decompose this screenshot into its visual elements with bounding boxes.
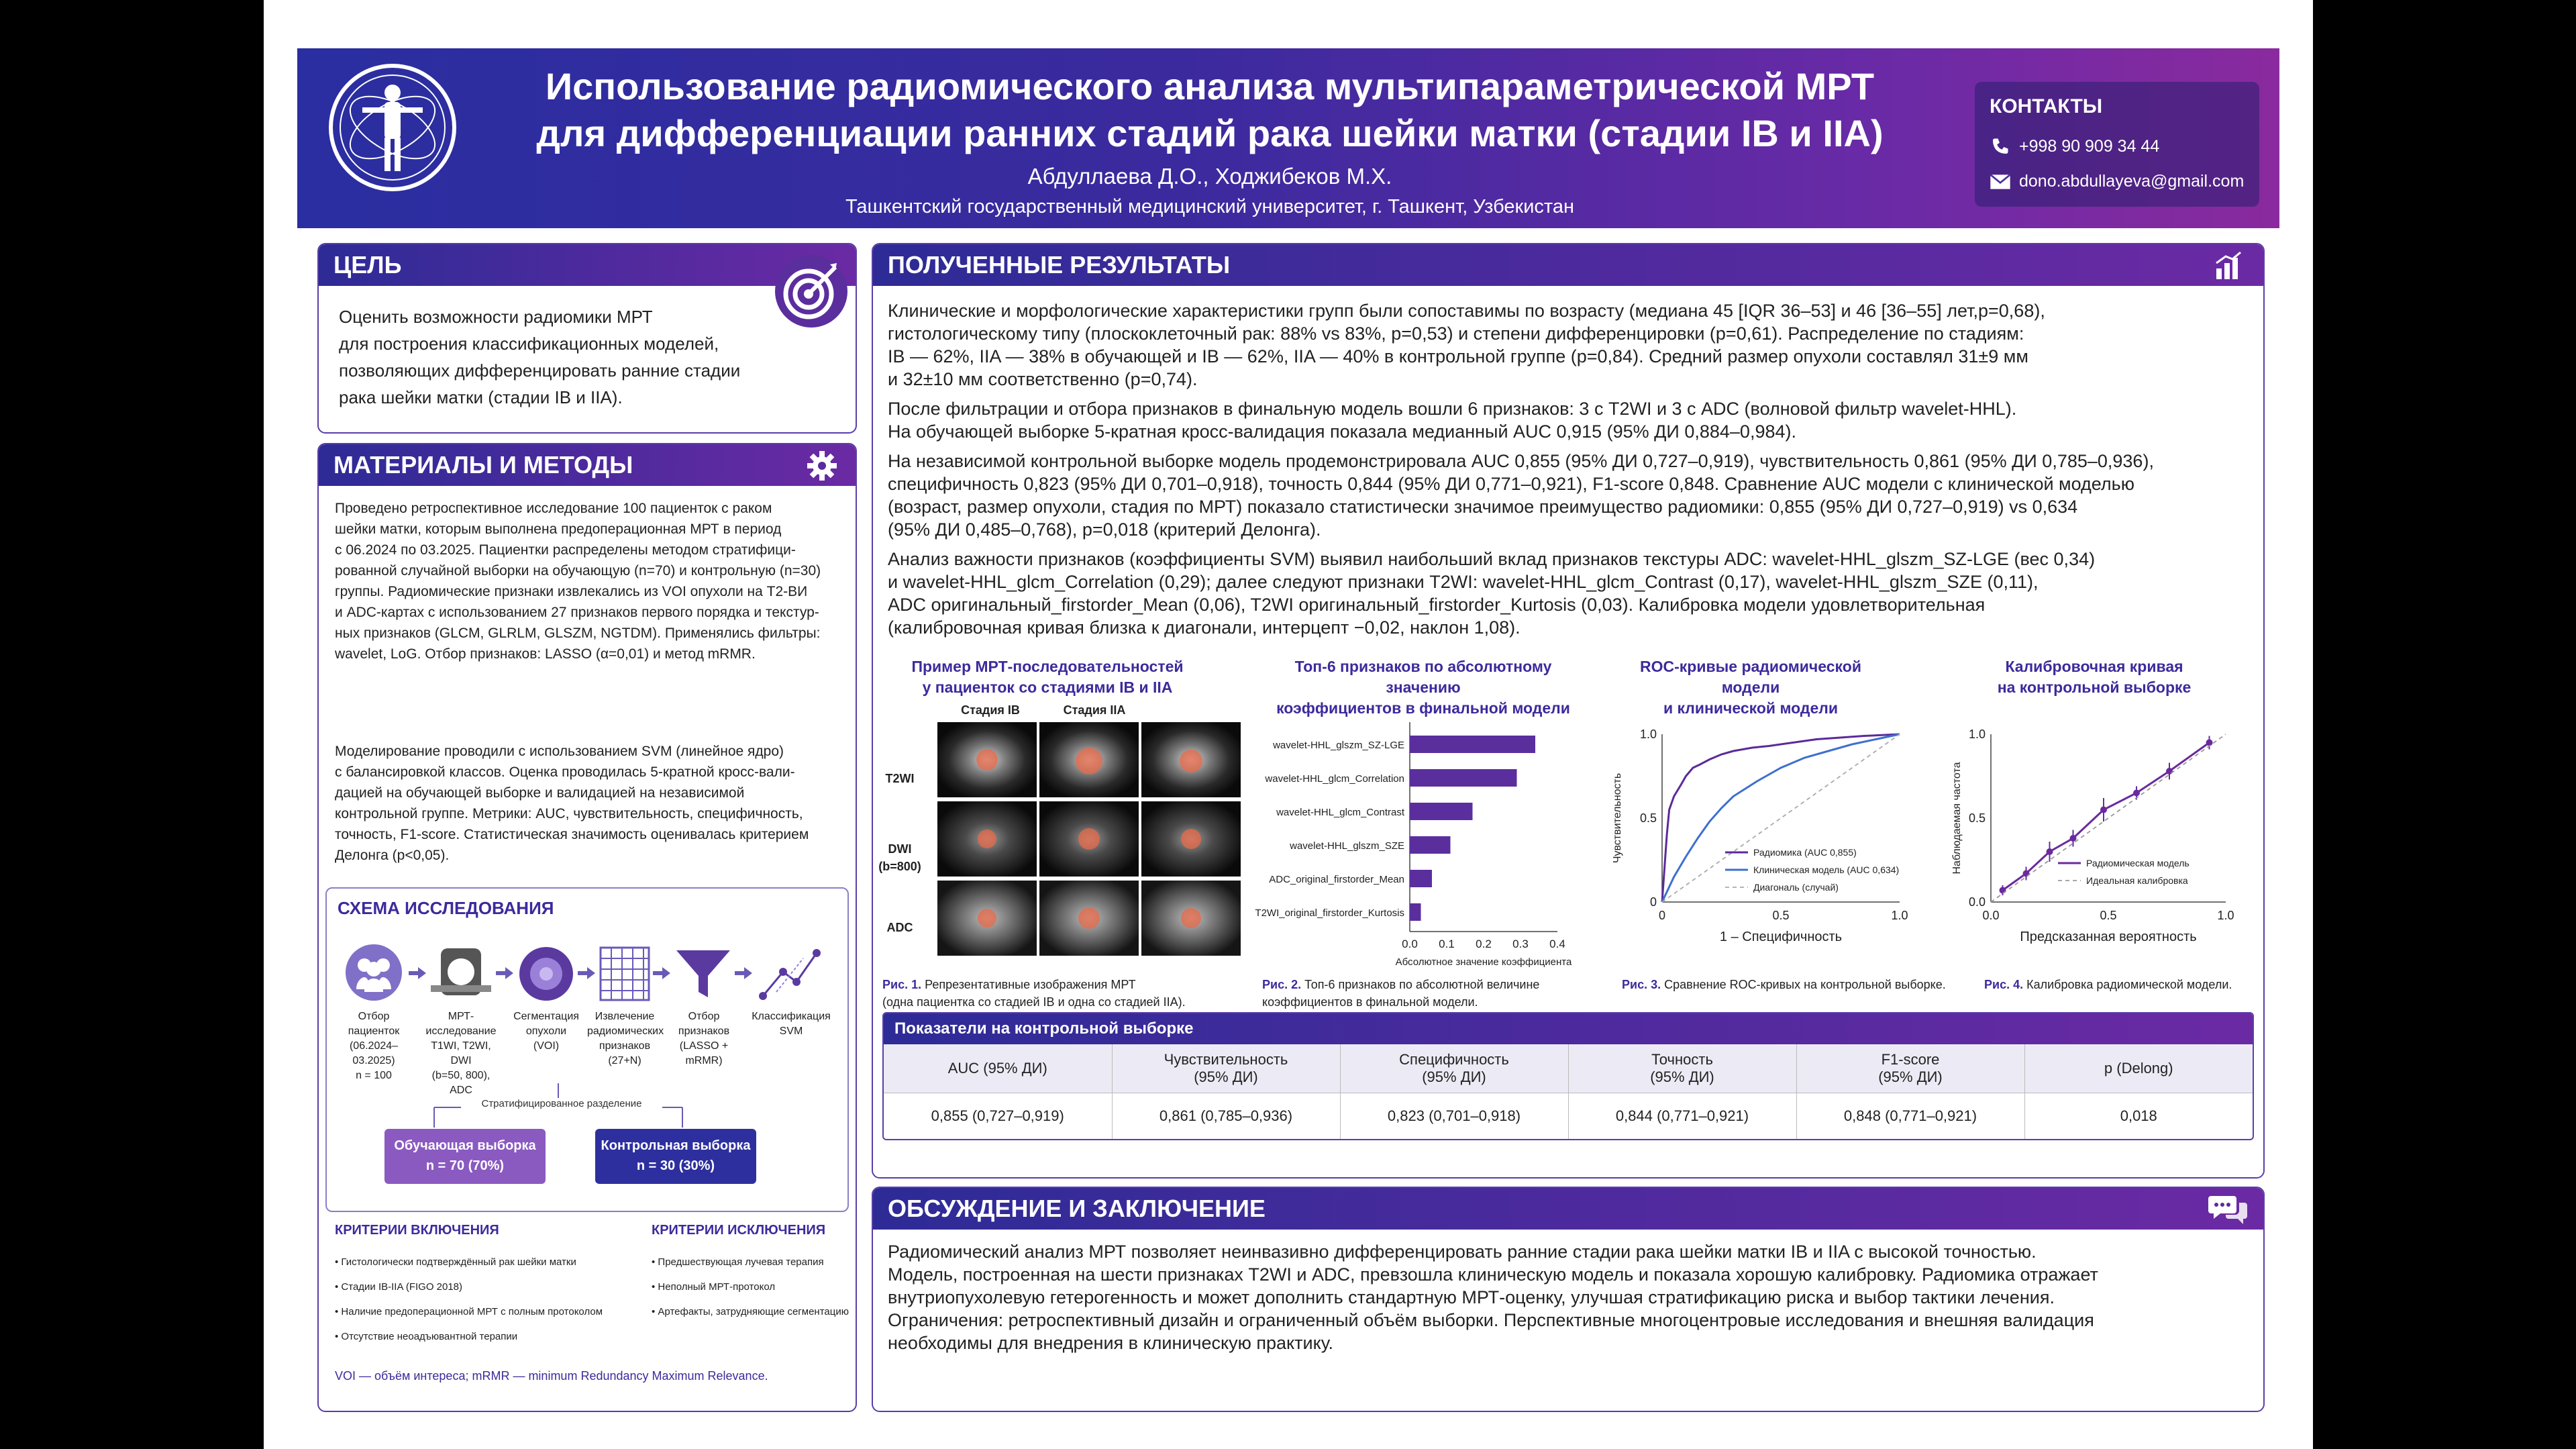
text-line: точность, F1-score. Статистическая значимость оценивалась критерием bbox=[335, 827, 809, 842]
data-point bbox=[2100, 807, 2107, 813]
step-line: n = 100 bbox=[356, 1070, 392, 1081]
row-line: DWI bbox=[888, 842, 912, 856]
train-count: n = 70 (70%) bbox=[425, 1158, 505, 1173]
x-tick-label: 0 bbox=[1658, 909, 1666, 922]
train-box bbox=[384, 1129, 546, 1184]
fig-title-line: Топ-6 признаков по абсолютному значению bbox=[1294, 658, 1552, 696]
control-count: n = 30 (30%) bbox=[636, 1158, 715, 1173]
step-line: радиомических bbox=[587, 1026, 664, 1037]
title-line-2: для дифференциации ранних стадий рака шейки матки (стадии IB и IIA) bbox=[536, 112, 1884, 154]
text-line: На независимой контрольной выборке модель продемонстрировала AUC 0,855 (95% ДИ 0,727–0,919), чувствительность 0,861 (95% ДИ 0,785–0,936), bbox=[888, 451, 2154, 471]
data-point bbox=[2133, 790, 2140, 797]
table-cell: 0,861 (0,785–0,936) bbox=[1112, 1093, 1340, 1140]
fig-title-line: и клинической модели bbox=[1663, 699, 1839, 717]
bar bbox=[1410, 769, 1517, 787]
fig1-row-adc: ADC bbox=[886, 921, 913, 934]
scheme-title: СХЕМА ИССЛЕДОВАНИЯ bbox=[338, 898, 554, 918]
table-row bbox=[884, 1093, 2253, 1140]
step-line: T1WI, T2WI, DWI bbox=[431, 1040, 491, 1066]
item-text: Стадии IB-IIA (FIGO 2018) bbox=[341, 1281, 463, 1293]
discussion-header: ОБСУЖДЕНИЕ И ЗАКЛЮЧЕНИЕ bbox=[873, 1188, 2263, 1230]
header-line: (95% ДИ) bbox=[1422, 1068, 1486, 1085]
fig-title-line: ROC-кривые радиомической модели bbox=[1640, 658, 1861, 696]
classification-icon bbox=[756, 945, 823, 1003]
x-tick-label: 1.0 bbox=[2217, 909, 2234, 922]
discussion-card bbox=[872, 1187, 2265, 1412]
y-tick-label: 0.0 bbox=[1968, 895, 1986, 909]
aim-header: ЦЕЛЬ bbox=[319, 244, 856, 286]
text-line: контрольной группе. Метрики: AUC, чувствительность, специфичность, bbox=[335, 806, 803, 821]
item-text: Неполный МРТ-протокол bbox=[658, 1281, 776, 1293]
bar-category-label: T2WI_original_firstorder_Kurtosis bbox=[1255, 907, 1404, 919]
grid-icon bbox=[598, 945, 652, 1003]
methods-card bbox=[317, 443, 857, 1412]
x-tick-label: 0.0 bbox=[1982, 909, 2000, 922]
phone-icon bbox=[1990, 137, 2010, 157]
step-line: (b=50, 800), ADC bbox=[431, 1070, 491, 1096]
text-line: После фильтрации и отбора признаков в финальную модель вошли 6 признаков: 3 с T2WI и 3 с ADC (волновой фильтр wavelet-HHL). bbox=[888, 399, 2017, 419]
table-header-row bbox=[884, 1044, 2253, 1093]
step-line: Отбор признаков bbox=[678, 1011, 730, 1037]
header-line: (95% ДИ) bbox=[1194, 1068, 1258, 1085]
text-line: и 32±10 мм соответственно (p=0,74). bbox=[888, 369, 1198, 389]
bar bbox=[1410, 870, 1432, 887]
footnote: VOI — объём интереса; mRMR — minimum Redundancy Maximum Relevance. bbox=[335, 1369, 768, 1383]
fig1-row-dwi bbox=[878, 840, 921, 875]
results-header: ПОЛУЧЕННЫЕ РЕЗУЛЬТАТЫ bbox=[873, 244, 2263, 286]
inclusion-title: КРИТЕРИИ ВКЛЮЧЕНИЯ bbox=[335, 1223, 499, 1238]
header-line: F1-score bbox=[1881, 1051, 1940, 1068]
fig3-title bbox=[1610, 656, 1892, 719]
caption-line: коэффициентов в финальной модели. bbox=[1262, 995, 1478, 1009]
arrow-icon bbox=[409, 966, 426, 981]
fig1-row-t2wi: T2WI bbox=[885, 772, 915, 785]
exclusion-list bbox=[652, 1250, 853, 1324]
text-line: IB — 62%, IIA — 38% в обучающей и IB — 62%, IIA — 40% в контрольной группе (p=0,84). Средний размер опухоли составлял 31±9 мм bbox=[888, 346, 2028, 366]
text-line: внутриопухолевую гетерогенность и может дополнить стандартную МРТ-оценку, улучшая стратификацию риска и выбор тактики лечения. bbox=[888, 1287, 2055, 1307]
text-line: wavelet, LoG. Отбор признаков: LASSO (α=0,01) и метод mRMR. bbox=[335, 646, 756, 662]
text-line: (возраст, размер опухоли, стадия по МРТ) показало статистически значимое преимущество радиомики: 0,855 (95% ДИ 0,727–0,919) vs 0,634 bbox=[888, 497, 2078, 517]
list-item: • Наличие предоперационной МРТ с полным протоколом bbox=[335, 1306, 603, 1317]
fig-title-line: на контрольной выборке bbox=[1997, 679, 2192, 696]
x-tick-label: 0.1 bbox=[1439, 938, 1455, 950]
header-line: (95% ДИ) bbox=[1878, 1068, 1943, 1085]
step-line: (VOI) bbox=[533, 1040, 560, 1052]
control-title: Контрольная выборка bbox=[601, 1138, 751, 1153]
y-tick-label: 0.5 bbox=[1639, 811, 1657, 825]
legend-label: Клиническая модель (AUC 0,634) bbox=[1753, 864, 1900, 875]
mri-image-grid bbox=[937, 722, 1243, 964]
text-line: ных признаков (GLCM, GLRLM, GLSZM, NGTDM). Применялись фильтры: bbox=[335, 626, 821, 641]
y-tick-label: 1.0 bbox=[1968, 728, 1986, 741]
step-line: (06.2024–03.2025) bbox=[349, 1040, 399, 1066]
feature-importance-chart bbox=[1249, 714, 1598, 969]
step-line: SVM bbox=[779, 1026, 803, 1037]
email-icon bbox=[1990, 173, 2011, 191]
page bbox=[264, 0, 2313, 1449]
arrow-icon bbox=[653, 966, 670, 981]
text-line: и ADC-картах с использованием 27 признаков первого порядка и текстур- bbox=[335, 605, 819, 620]
caption-label: Рис. 2. bbox=[1262, 978, 1302, 991]
metrics-table-grid bbox=[884, 1044, 2253, 1139]
caption-line bbox=[1984, 976, 2253, 993]
y-tick-label: 0 bbox=[1649, 895, 1657, 909]
poster bbox=[297, 48, 2279, 1397]
list-item: • Неполный МРТ-протокол bbox=[652, 1281, 776, 1293]
y-tick-label: 1.0 bbox=[1639, 728, 1657, 741]
text-line: ADC оригинальный_firstorder_Mean (0,06), T2WI оригинальный_firstorder_Kurtosis (0,03). Калибровка модели удовлетворительная bbox=[888, 595, 1986, 615]
fig1-title bbox=[907, 656, 1188, 698]
table-header-cell bbox=[2024, 1044, 2253, 1093]
caption-label: Рис. 4. bbox=[1984, 978, 2024, 991]
study-scheme bbox=[325, 887, 849, 1212]
aim-line: для построения классификационных моделей, bbox=[339, 334, 719, 354]
caption-text: Калибровка радиомической модели. bbox=[2026, 978, 2232, 991]
step-labels bbox=[327, 1009, 847, 1096]
bar-category-label: wavelet-HHL_glszm_SZ-LGE bbox=[1273, 740, 1404, 751]
results-para-1 bbox=[888, 299, 2045, 391]
step-label bbox=[587, 1009, 662, 1068]
caption-text: Топ-6 признаков по абсолютной величине bbox=[1304, 978, 1540, 991]
step-label bbox=[509, 1009, 583, 1054]
segmentation-icon bbox=[516, 945, 576, 1003]
bar bbox=[1410, 903, 1421, 921]
results-para-3 bbox=[888, 450, 2154, 541]
x-tick-label: 1.0 bbox=[1891, 909, 1908, 922]
aim-card bbox=[317, 243, 857, 434]
results-para-2 bbox=[888, 397, 2016, 443]
step-line: Классификация bbox=[752, 1011, 831, 1022]
bar bbox=[1410, 836, 1451, 854]
gear-icon bbox=[806, 450, 838, 482]
bar bbox=[1410, 803, 1473, 820]
split-label: Стратифицированное разделение bbox=[461, 1098, 662, 1109]
text-line: На обучающей выборке 5-кратная кросс-валидация показала медианный AUC 0,915 (95% ДИ 0,884–0,984). bbox=[888, 421, 1796, 442]
list-item: • Артефакты, затрудняющие сегментацию bbox=[652, 1306, 849, 1317]
fig1-caption bbox=[882, 976, 1238, 1011]
fig1-col-ib: Стадия IB bbox=[961, 703, 1020, 717]
aim-line: рака шейки матки (стадии IB и IIA). bbox=[339, 387, 623, 407]
legend-label: Диагональ (случай) bbox=[1753, 882, 1839, 893]
list-item: • Стадии IB-IIA (FIGO 2018) bbox=[335, 1281, 463, 1293]
step-line: Извлечение bbox=[595, 1011, 655, 1022]
y-tick-label: 0.5 bbox=[1968, 811, 1986, 825]
caption-line: (одна пациентка со стадией IB и одна со стадией IIA). bbox=[882, 995, 1186, 1009]
caption-text: Сравнение ROC-кривых на контрольной выборке. bbox=[1664, 978, 1946, 991]
text-line: Делонга (p<0,05). bbox=[335, 848, 450, 863]
text-line: с 06.2024 по 03.2025. Пациентки распределены методом стратифици- bbox=[335, 542, 796, 558]
fig2-title bbox=[1255, 656, 1591, 719]
y-axis-label: Чувствительность bbox=[1612, 772, 1623, 864]
university-logo bbox=[325, 60, 460, 195]
step-line: опухоли bbox=[525, 1026, 567, 1037]
affiliation: Ташкентский государственный медицинский университет, г. Ташкент, Узбекистан bbox=[845, 196, 1574, 217]
header-line: Точность bbox=[1651, 1051, 1713, 1068]
text-line: Модель, построенная на шести признаках T2WI и ADC, превзошла клиническую модель и показала хорошую калибровку. Радиомика отражает bbox=[888, 1264, 2098, 1285]
step-line: (27+N) bbox=[608, 1055, 641, 1066]
row-line: (b=800) bbox=[878, 860, 921, 873]
caption-line bbox=[1262, 976, 1611, 993]
methods-para-2 bbox=[335, 741, 809, 866]
patients-icon bbox=[340, 942, 407, 1003]
table-header-cell bbox=[884, 1044, 1112, 1093]
text-line: Клинические и морфологические характеристики групп были сопоставимы по возрасту (медиана 45 [IQR 36–53] и 46 [36–55] лет,p=0,68), bbox=[888, 301, 2045, 321]
text-line: (95% ДИ 0,485–0,768), p=0,018 (критерий Делонга). bbox=[888, 519, 1321, 540]
text-line: Анализ важности признаков (коэффициенты SVM) выявил наибольший вклад признаков текстуры ADC: wavelet-HHL_glszm_SZ-LGE (вес 0,34) bbox=[888, 549, 2096, 569]
header-line: (95% ДИ) bbox=[1650, 1068, 1714, 1085]
header-line: Специфичность bbox=[1399, 1051, 1509, 1068]
contacts-title: КОНТАКТЫ bbox=[1990, 95, 2103, 117]
header-line: Чувствительность bbox=[1164, 1051, 1288, 1068]
caption-line bbox=[882, 976, 1238, 993]
results-card bbox=[872, 243, 2265, 1179]
x-axis-label: Предсказанная вероятность bbox=[2020, 930, 2197, 944]
arrow-icon bbox=[578, 966, 595, 981]
text-line: группы. Радиомические признаки извлекались из VOI опухоли на T2-ВИ bbox=[335, 584, 808, 599]
legend-label: Идеальная калибровка bbox=[2086, 875, 2188, 886]
text-line: и wavelet-HHL_glcm_Correlation (0,29); далее следуют признаки T2WI: wavelet-HHL_glcm_Contrast (0,17), wavelet-HHL_glszm_SZE (0,11), bbox=[888, 572, 2039, 592]
text-line: Ограничения: ретроспективный дизайн и ограниченный объём выборки. Перспективные многоцентровые исследования и внешняя валидация bbox=[888, 1310, 2094, 1330]
roc-chart bbox=[1611, 714, 1913, 969]
step-line: (LASSO + mRMR) bbox=[679, 1040, 729, 1066]
header-line: AUC (95% ДИ) bbox=[947, 1060, 1047, 1077]
arrow-icon bbox=[496, 966, 513, 981]
table-header-cell bbox=[1796, 1044, 2024, 1093]
contact-phone[interactable]: +998 90 909 34 44 bbox=[2019, 137, 2160, 156]
x-tick-label: 0.5 bbox=[1772, 909, 1790, 922]
fig-title-line: коэффициентов в финальной модели bbox=[1276, 699, 1570, 717]
text-line: специфичность 0,823 (95% ДИ 0,701–0,918), точность 0,844 (95% ДИ 0,771–0,921), F1-score 0,848. Сравнение AUC модели с клинической моделью bbox=[888, 474, 2134, 494]
list-item: • Предшествующая лучевая терапия bbox=[652, 1256, 824, 1268]
data-point bbox=[2206, 740, 2213, 746]
mri-scanner-icon bbox=[427, 945, 495, 1003]
table-cell: 0,848 (0,771–0,921) bbox=[1796, 1093, 2024, 1140]
x-tick-label: 0.3 bbox=[1512, 938, 1529, 950]
item-text: Отсутствие неоадъювантной терапии bbox=[341, 1331, 518, 1342]
list-item: • Гистологически подтверждённый рак шейки матки bbox=[335, 1256, 576, 1268]
series-line bbox=[1662, 734, 1900, 902]
x-tick-label: 0.2 bbox=[1476, 938, 1492, 950]
metrics-table bbox=[882, 1012, 2254, 1140]
legend-label: Радиомика (AUC 0,855) bbox=[1753, 847, 1857, 858]
header-banner bbox=[297, 48, 2279, 228]
caption-line bbox=[1622, 976, 1984, 993]
item-text: Предшествующая лучевая терапия bbox=[658, 1256, 824, 1268]
poster-title bbox=[499, 63, 1921, 157]
bar-chart-icon bbox=[2214, 251, 2243, 281]
step-label bbox=[662, 1009, 745, 1068]
authors: Абдуллаева Д.О., Ходжибеков М.Х. bbox=[1027, 164, 1392, 189]
discussion-text bbox=[888, 1240, 2098, 1354]
caption-label: Рис. 3. bbox=[1622, 978, 1661, 991]
table-header-cell bbox=[1112, 1044, 1340, 1093]
aim-line: позволяющих дифференцировать ранние стадии bbox=[339, 360, 741, 381]
data-point bbox=[2070, 835, 2077, 842]
text-line: гистологическому типу (плоскоклеточный рак: 88% vs 83%, p=0,53) и степени дифференцировки (p=0,61). Распределение по стадиям: bbox=[888, 323, 2024, 344]
bar-category-label: ADC_original_firstorder_Mean bbox=[1269, 874, 1404, 885]
text-line: Радиомический анализ МРТ позволяет неинвазивно дифференцировать ранние стадии рака шейки матки IB и IIA с высокой точностью. bbox=[888, 1242, 2037, 1262]
exclusion-title: КРИТЕРИИ ИСКЛЮЧЕНИЯ bbox=[652, 1223, 826, 1238]
fig4-title bbox=[1960, 656, 2228, 698]
arrow-icon bbox=[735, 966, 752, 981]
x-axis-label: 1 – Специфичность bbox=[1719, 930, 1843, 944]
step-label bbox=[333, 1009, 414, 1083]
methods-header: МАТЕРИАЛЫ И МЕТОДЫ bbox=[319, 444, 856, 486]
fig1-col-iia: Стадия IIA bbox=[1063, 703, 1126, 717]
fig-title-line: Калибровочная кривая bbox=[2005, 658, 2183, 675]
methods-para-1 bbox=[335, 498, 821, 664]
table-cell: 0,018 bbox=[2024, 1093, 2253, 1140]
step-label bbox=[750, 1009, 833, 1039]
list-item: • Отсутствие неоадъювантной терапии bbox=[335, 1331, 518, 1342]
step-line: МРТ-исследование bbox=[425, 1011, 497, 1037]
item-text: Артефакты, затрудняющие сегментацию bbox=[658, 1306, 849, 1317]
x-tick-label: 0.5 bbox=[2100, 909, 2117, 922]
fig-title-line: у пациенток со стадиями IB и IIA bbox=[922, 679, 1173, 696]
funnel-icon bbox=[673, 945, 733, 1003]
fig3-caption bbox=[1622, 976, 1984, 993]
text-line: с балансировкой классов. Оценка проводилась 5-кратной кросс-вали- bbox=[335, 764, 795, 780]
bar bbox=[1410, 736, 1535, 753]
item-text: Наличие предоперационной МРТ с полным протоколом bbox=[341, 1306, 603, 1317]
step-line: Отбор пациенток bbox=[348, 1011, 400, 1037]
text-line: шейки матки, которым выполнена предоперационная МРТ в период bbox=[335, 521, 782, 537]
x-tick-label: 0.0 bbox=[1402, 938, 1418, 950]
item-text: Гистологически подтверждённый рак шейки матки bbox=[341, 1256, 576, 1268]
text-line: Проведено ретроспективное исследование 100 пациенток с раком bbox=[335, 501, 772, 516]
title-line-1: Использование радиомического анализа мультипараметрической МРТ bbox=[545, 65, 1875, 107]
bar-category-label: wavelet-HHL_glcm_Contrast bbox=[1276, 807, 1404, 818]
bar-category-label: wavelet-HHL_glszm_SZE bbox=[1290, 840, 1404, 852]
text-line: необходимы для внедрения в клиническую практику. bbox=[888, 1333, 1334, 1353]
y-axis-label: Наблюдаемая частота bbox=[1951, 762, 1963, 875]
aim-line: Оценить возможности радиомики МРТ bbox=[339, 307, 653, 327]
x-axis-label: Абсолютное значение коэффициента bbox=[1395, 956, 1572, 968]
header-line: p (Delong) bbox=[2104, 1060, 2173, 1077]
results-para-4 bbox=[888, 548, 2095, 639]
table-header-cell bbox=[1568, 1044, 1796, 1093]
x-tick-label: 0.4 bbox=[1549, 938, 1565, 950]
aim-text bbox=[339, 303, 740, 411]
step-line: признаков bbox=[599, 1040, 651, 1052]
metrics-table-title: Показатели на контрольной выборке bbox=[884, 1013, 2253, 1044]
data-point bbox=[2047, 848, 2053, 855]
fig2-caption bbox=[1262, 976, 1611, 1011]
bar-category-label: wavelet-HHL_glcm_Correlation bbox=[1265, 773, 1404, 785]
table-cell: 0,855 (0,727–0,919) bbox=[884, 1093, 1112, 1140]
table-header-cell bbox=[1340, 1044, 1568, 1093]
legend-label: Радиомическая модель bbox=[2086, 858, 2189, 868]
caption-text: Репрезентативные изображения МРТ bbox=[925, 978, 1136, 991]
table-cell: 0,844 (0,771–0,921) bbox=[1568, 1093, 1796, 1140]
target-icon bbox=[774, 254, 849, 329]
step-line: Сегментация bbox=[513, 1011, 579, 1022]
chat-bubbles-icon bbox=[2208, 1193, 2249, 1226]
inclusion-list bbox=[335, 1250, 637, 1349]
control-box bbox=[595, 1129, 756, 1184]
train-title: Обучающая выборка bbox=[394, 1138, 536, 1153]
fig4-caption bbox=[1984, 976, 2253, 993]
caption-label: Рис. 1. bbox=[882, 978, 922, 991]
calibration-chart bbox=[1951, 714, 2257, 969]
contact-email[interactable]: dono.abdullayeva@gmail.com bbox=[2019, 172, 2245, 191]
text-line: рованной случайной выборки на обучающую (n=70) и контрольную (n=30) bbox=[335, 563, 821, 579]
text-line: (калибровочная кривая близка к диагонали, интерцепт −0,02, наклон 1,08). bbox=[888, 617, 1521, 638]
table-cell: 0,823 (0,701–0,918) bbox=[1340, 1093, 1568, 1140]
text-line: Моделирование проводили с использованием SVM (линейное ядро) bbox=[335, 744, 784, 759]
fig-title-line: Пример МРТ-последовательностей bbox=[911, 658, 1184, 675]
contacts-box bbox=[1975, 82, 2259, 207]
text-line: дацией на обучающей выборке и валидацией на независимой bbox=[335, 785, 745, 801]
